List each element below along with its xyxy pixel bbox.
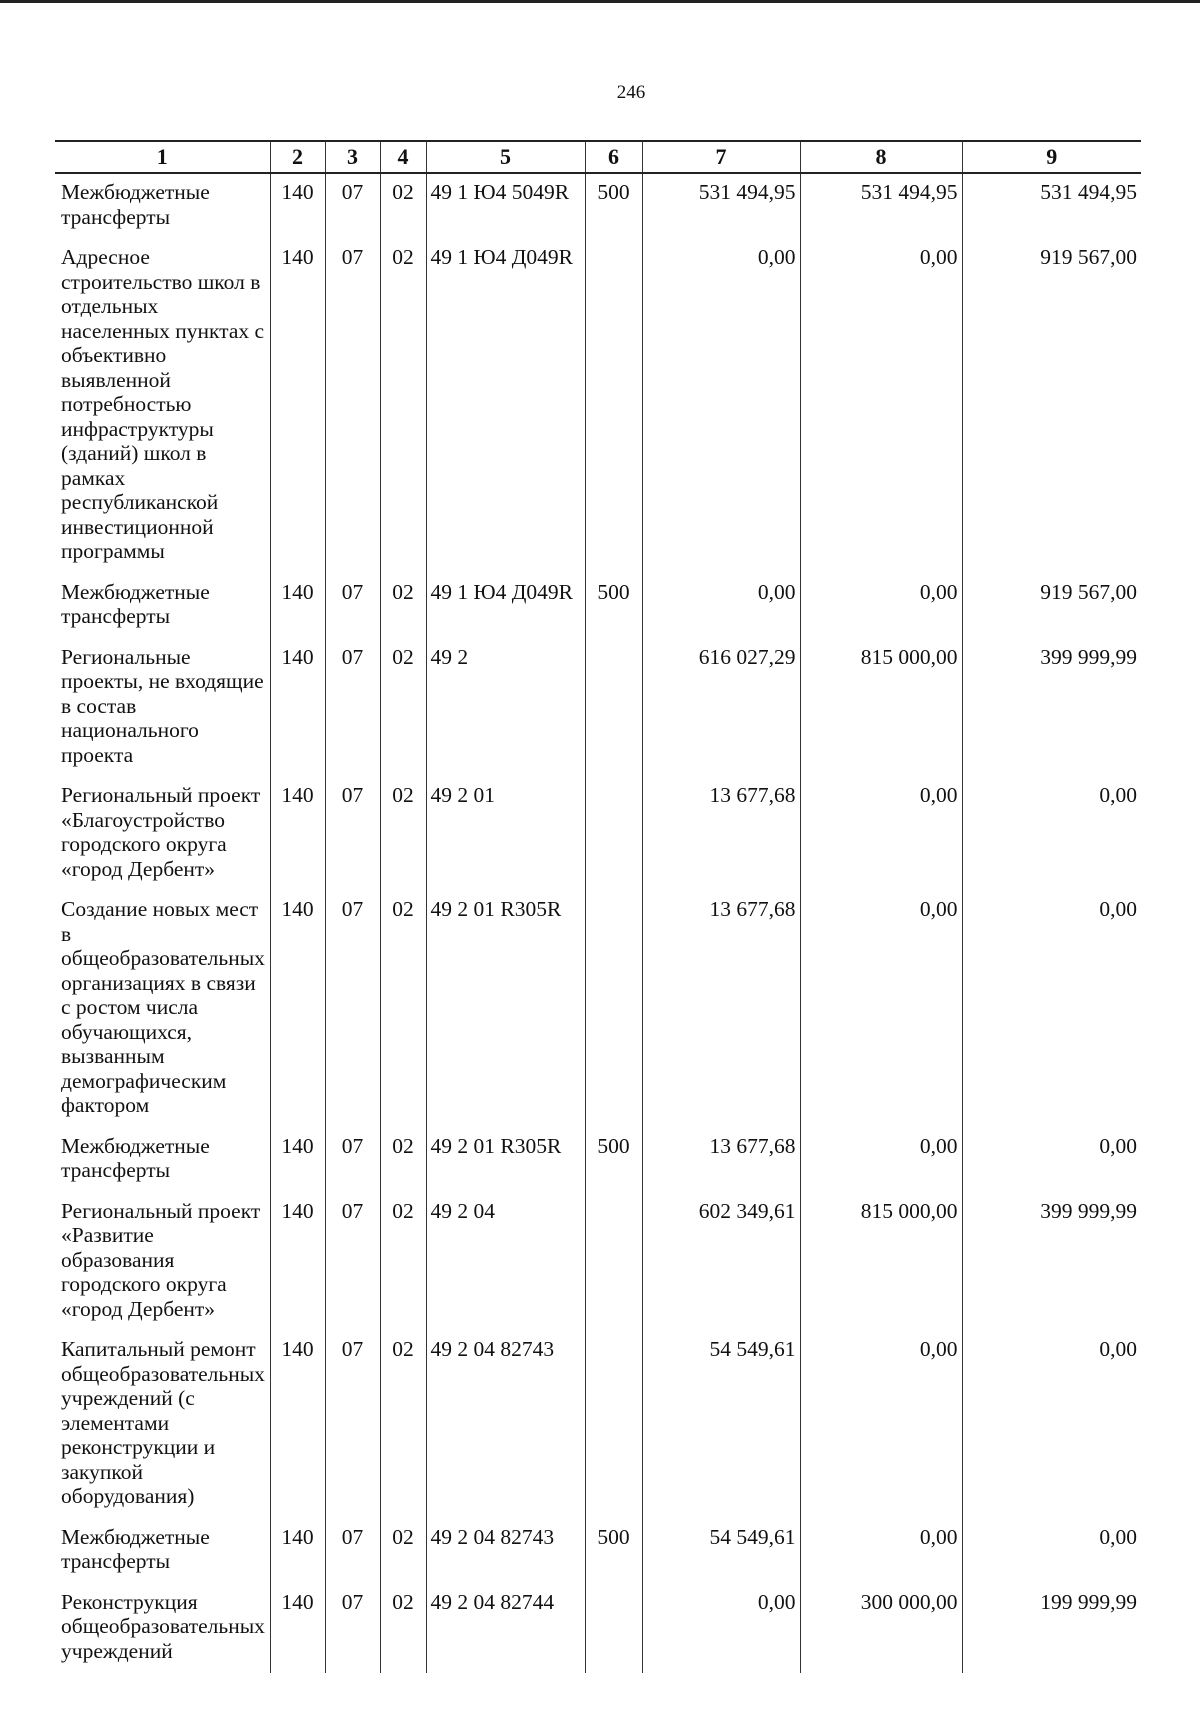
table-row [55,777,1141,891]
cell-col3: 07 [325,1519,380,1584]
cell-col5: 49 2 04 82743 [426,1519,585,1584]
table-row [55,574,1141,639]
cell-col9: 399 999,99 [962,639,1141,778]
cell-col8: 0,00 [800,1519,962,1584]
cell-col8: 0,00 [800,1128,962,1193]
cell-col4: 02 [380,1128,426,1193]
cell-col5: 49 1 Ю4 Д049R [426,239,585,574]
column-header-2: 2 [270,141,325,173]
cell-col8: 0,00 [800,239,962,574]
cell-col4: 02 [380,1193,426,1332]
cell-col9: 0,00 [962,1331,1141,1519]
table-row [55,1331,1141,1519]
cell-col3: 07 [325,1128,380,1193]
cell-col8: 300 000,00 [800,1584,962,1674]
cell-col6: 500 [585,1519,642,1584]
cell-col6 [585,1331,642,1519]
table-row [55,239,1141,574]
row-name: Региональные проекты, не входящие в состав национального проекта [61,644,264,767]
cell-col4: 02 [380,891,426,1128]
cell-col3: 07 [325,891,380,1128]
table-row [55,1128,1141,1193]
column-header-8: 8 [800,141,962,173]
row-name: Межбюджетные трансферты [61,579,210,628]
cell-col2: 140 [270,891,325,1128]
row-name: Реконструкция общеобразовательных учреждений [61,1589,265,1663]
cell-col4: 02 [380,239,426,574]
row-name: Капитальный ремонт общеобразовательных учреждений (с элементами реконструкции и закупкой оборудования) [61,1337,265,1508]
cell-col8: 0,00 [800,1331,962,1519]
cell-col2: 140 [270,173,325,239]
cell-col7: 616 027,29 [642,639,800,778]
cell-col5: 49 2 01 [426,777,585,891]
cell-col3: 07 [325,1584,380,1674]
cell-col3: 07 [325,173,380,239]
cell-col7: 54 549,61 [642,1331,800,1519]
cell-col7: 13 677,68 [642,891,800,1128]
cell-col7: 602 349,61 [642,1193,800,1332]
cell-col6 [585,639,642,778]
cell-col6: 500 [585,173,642,239]
cell-col6 [585,1193,642,1332]
cell-col3: 07 [325,639,380,778]
row-name: Межбюджетные трансферты [61,180,210,229]
cell-col4: 02 [380,1331,426,1519]
cell-col8: 0,00 [800,574,962,639]
page-number: 246 [616,82,646,103]
cell-col3: 07 [325,777,380,891]
column-header-1: 1 [55,141,270,173]
cell-col8: 0,00 [800,777,962,891]
cell-col9: 0,00 [962,1128,1141,1193]
cell-col4: 02 [380,777,426,891]
cell-col2: 140 [270,639,325,778]
column-header-5: 5 [426,141,585,173]
cell-col4: 02 [380,1519,426,1584]
row-name: Создание новых мест в общеобразовательных организациях в связи с ростом числа обучающихся, вызванным демографическим фактором [61,897,265,1117]
cell-col3: 07 [325,1193,380,1332]
cell-col8: 815 000,00 [800,639,962,778]
cell-col5: 49 2 04 [426,1193,585,1332]
row-name: Региональный проект «Благоустройство городского округа «город Дербент» [61,783,261,881]
row-name: Адресное строительство школ в отдельных населенных пунктах с объективно выявленной потребностью инфраструктуры (зданий) школ в рамках республиканской инвестиционной программы [61,245,265,563]
row-name: Межбюджетные трансферты [61,1524,210,1573]
cell-col9: 531 494,95 [962,173,1141,239]
cell-col4: 02 [380,1584,426,1674]
cell-col2: 140 [270,239,325,574]
cell-col5: 49 2 01 R305R [426,891,585,1128]
table-row [55,891,1141,1128]
cell-col9: 399 999,99 [962,1193,1141,1332]
cell-col3: 07 [325,1331,380,1519]
cell-col2: 140 [270,1331,325,1519]
cell-col6: 500 [585,1128,642,1193]
cell-col8: 531 494,95 [800,173,962,239]
cell-col5: 49 2 [426,639,585,778]
cell-col4: 02 [380,173,426,239]
cell-col9: 0,00 [962,1519,1141,1584]
table-row [55,639,1141,778]
budget-table [55,140,1141,1673]
cell-col9: 919 567,00 [962,239,1141,574]
table-row [55,173,1141,239]
cell-col2: 140 [270,777,325,891]
cell-col6 [585,239,642,574]
table-body [55,173,1141,1673]
cell-col5: 49 1 Ю4 5049R [426,173,585,239]
column-header-4: 4 [380,141,426,173]
cell-col9: 0,00 [962,777,1141,891]
cell-col9: 199 999,99 [962,1584,1141,1674]
cell-col7: 531 494,95 [642,173,800,239]
cell-col7: 13 677,68 [642,1128,800,1193]
cell-col6: 500 [585,574,642,639]
cell-col7: 13 677,68 [642,777,800,891]
cell-col5: 49 2 01 R305R [426,1128,585,1193]
cell-col6 [585,777,642,891]
cell-col7: 0,00 [642,239,800,574]
cell-col9: 0,00 [962,891,1141,1128]
cell-col5: 49 2 04 82743 [426,1331,585,1519]
column-header-9: 9 [962,141,1141,173]
column-header-6: 6 [585,141,642,173]
header-row [55,141,1141,173]
cell-col5: 49 1 Ю4 Д049R [426,574,585,639]
cell-col3: 07 [325,574,380,639]
cell-col4: 02 [380,574,426,639]
cell-col2: 140 [270,1193,325,1332]
cell-col6 [585,891,642,1128]
top-border [0,0,1200,3]
cell-col2: 140 [270,1128,325,1193]
cell-col7: 0,00 [642,574,800,639]
cell-col6 [585,1584,642,1674]
column-header-3: 3 [325,141,380,173]
cell-col7: 54 549,61 [642,1519,800,1584]
cell-col8: 815 000,00 [800,1193,962,1332]
cell-col2: 140 [270,1519,325,1584]
row-name: Межбюджетные трансферты [61,1133,210,1182]
cell-col8: 0,00 [800,891,962,1128]
cell-col7: 0,00 [642,1584,800,1674]
cell-col2: 140 [270,574,325,639]
table-row [55,1519,1141,1584]
column-header-7: 7 [642,141,800,173]
table-row [55,1584,1141,1674]
cell-col9: 919 567,00 [962,574,1141,639]
cell-col5: 49 2 04 82744 [426,1584,585,1674]
table-row [55,1193,1141,1332]
row-name: Региональный проект «Развитие образования городского округа «город Дербент» [61,1198,261,1321]
cell-col2: 140 [270,1584,325,1674]
cell-col3: 07 [325,239,380,574]
cell-col4: 02 [380,639,426,778]
